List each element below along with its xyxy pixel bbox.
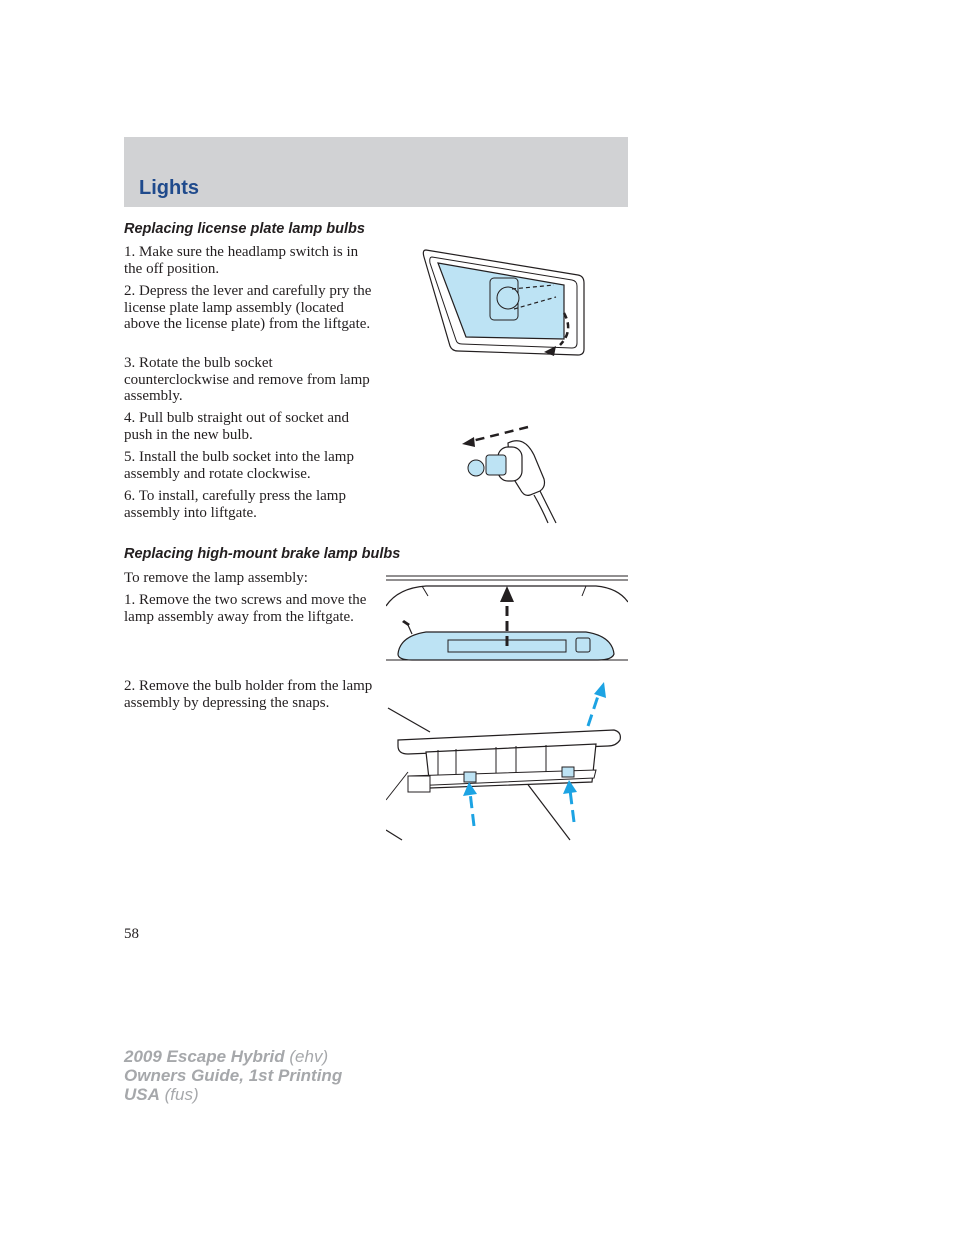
license-step-5: 5. Install the bulb socket into the lamp assembly and rotate clockwise. [124,449,354,482]
footer-model-code: (ehv) [289,1047,329,1066]
license-step-1: 1. Make sure the headlamp switch is in the off position. [124,244,359,277]
license-step-3: 3. Rotate the bulb socket counterclockwise and remove from lamp assembly. [124,355,370,404]
license-step-4: 4. Pull bulb straight out of socket and push in the new bulb. [124,410,349,443]
license-step-6: 6. To install, carefully press the lamp assembly into liftgate. [124,488,346,521]
high-mount-heading: Replacing high-mount brake lamp bulbs [124,546,401,562]
section-title: Lights [139,177,199,199]
bulb-holder-snaps-illustration [386,680,628,845]
page-number: 58 [124,926,139,942]
bulb-socket-illustration [458,415,564,525]
license-step-2: 2. Depress the lever and carefully pry the license plate lamp assembly (located above the license plate) from the liftgate. [124,283,372,332]
footer-guide: Owners Guide, 1st Printing [124,1066,343,1085]
footer-market-code: (fus) [164,1085,199,1104]
document-footer [124,1047,342,1104]
license-plate-lamp-illustration [418,245,590,360]
high-mount-intro: To remove the lamp assembly: [124,570,308,586]
license-plate-heading: Replacing license plate lamp bulbs [124,221,365,237]
high-mount-step-2: 2. Remove the bulb holder from the lamp assembly by depressing the snaps. [124,678,373,711]
high-mount-step-1: 1. Remove the two screws and move the lamp assembly away from the liftgate. [124,592,367,625]
footer-market: USA [124,1085,160,1104]
high-mount-lamp-removal-illustration [386,574,628,664]
section-header-band [124,137,628,207]
footer-model: 2009 Escape Hybrid [124,1047,285,1066]
